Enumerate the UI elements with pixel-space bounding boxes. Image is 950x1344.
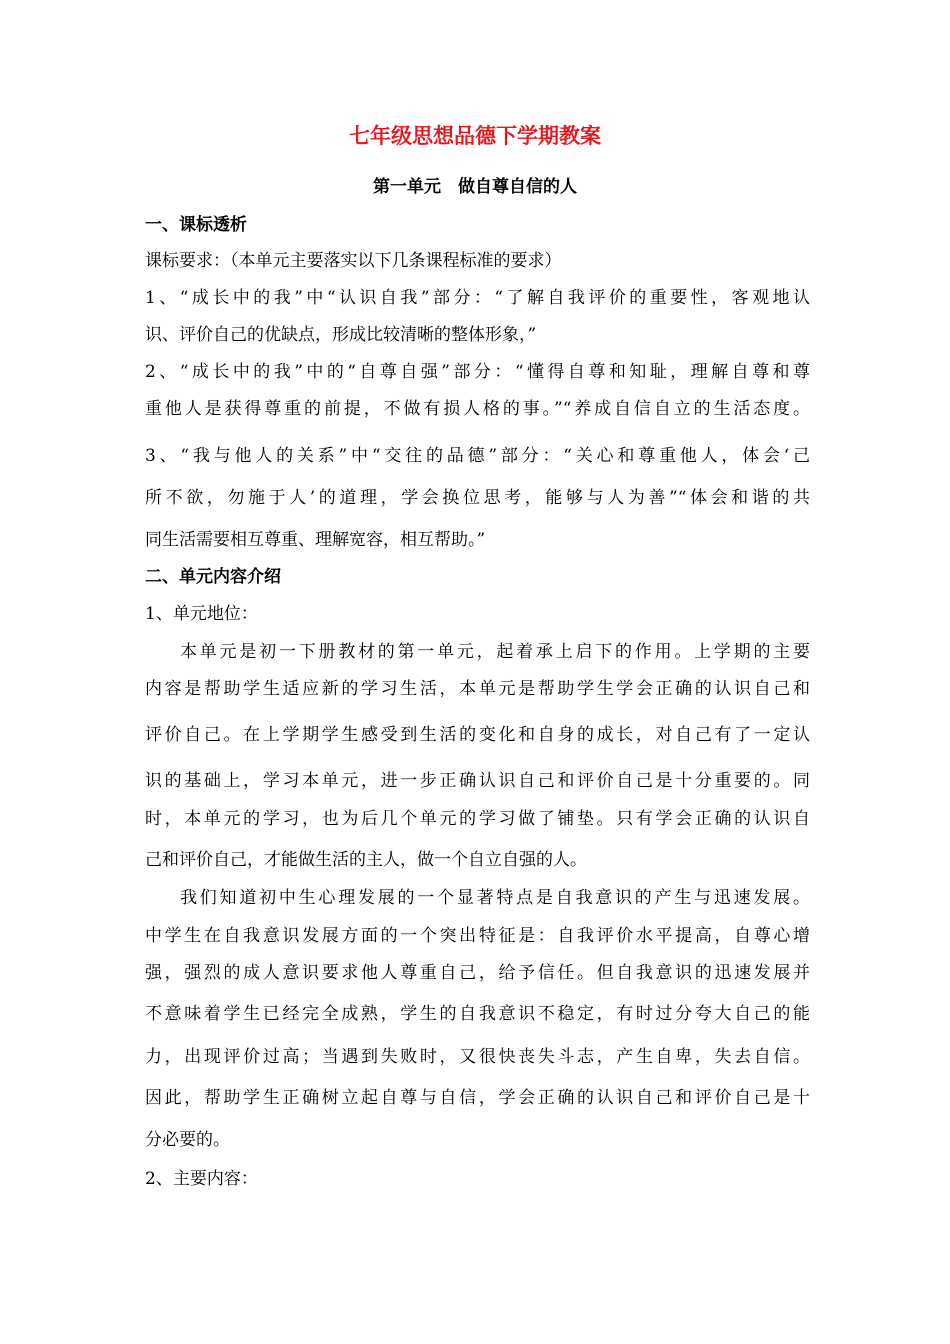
text-line: 识、评价自己的优缺点，形成比较清晰的整体形象，” — [145, 325, 537, 345]
text-line: 2、“成长中的我”中的“自尊自强”部分：“懂得自尊和知耻，理解自尊和尊 — [145, 362, 810, 382]
text-line: 本单元是初一下册教材的第一单元，起着承上启下的作用。上学期的主要 — [180, 642, 810, 662]
text-line: 力，出现评价过高；当遇到失败时，又很快丧失斗志，产生自卑，失去自信。 — [145, 1047, 810, 1067]
text-line: 分必要的。 — [145, 1130, 230, 1150]
unit-title: 第一单元 做自尊自信的人 — [373, 177, 577, 197]
text-line: 己和评价自己，才能做生活的主人，做一个自立自强的人。 — [145, 850, 587, 870]
text-line: 中学生在自我意识发展方面的一个突出特征是：自我评价水平提高，自尊心增 — [145, 926, 810, 946]
text-line: 我们知道初中生心理发展的一个显著特点是自我意识的产生与迅速发展。 — [180, 888, 810, 908]
subheading-main-content: 2、主要内容： — [145, 1169, 258, 1189]
text-line: 因此，帮助学生正确树立起自尊与自信，学会正确的认识自己和评价自己是十 — [145, 1088, 810, 1108]
text-line: 3、“我与他人的关系”中“交往的品德”部分：“关心和尊重他人，体会‘己 — [145, 446, 810, 466]
text-line: 强，强烈的成人意识要求他人尊重自己，给予信任。但自我意识的迅速发展并 — [145, 963, 810, 983]
text-line: 时，本单元的学习，也为后几个单元的学习做了铺垫。只有学会正确的认识自 — [145, 809, 810, 829]
subheading-unit-position: 1、单元地位： — [145, 604, 258, 624]
text-line: 重他人是获得尊重的前提，不做有损人格的事。”“养成自信自立的生活态度。 — [145, 399, 810, 419]
text-line: 所不欲，勿施于人’的道理，学会换位思考，能够与人为善”“体会和谐的共 — [145, 488, 810, 508]
curriculum-intro: 课标要求：（本单元主要落实以下几条课程标准的要求） — [145, 251, 562, 271]
section-heading-2: 二、单元内容介绍 — [145, 567, 281, 587]
section-heading-1: 一、课标透析 — [145, 215, 247, 235]
document-title: 七年级思想品德下学期教案 — [349, 124, 601, 148]
text-line: 内容是帮助学生适应新的学习生活，本单元是帮助学生学会正确的认识自己和 — [145, 679, 810, 699]
text-line: 评价自己。在上学期学生感受到生活的变化和自身的成长，对自己有了一定认 — [145, 725, 810, 745]
text-line: 识的基础上，学习本单元，进一步正确认识自己和评价自己是十分重要的。同 — [145, 771, 810, 791]
text-line: 同生活需要相互尊重、理解宽容，相互帮助。” — [145, 530, 486, 550]
text-line: 不意味着学生已经完全成熟，学生的自我意识不稳定，有时过分夸大自己的能 — [145, 1004, 810, 1024]
text-line: 1、“成长中的我”中“认识自我”部分：“了解自我评价的重要性，客观地认 — [145, 288, 810, 308]
